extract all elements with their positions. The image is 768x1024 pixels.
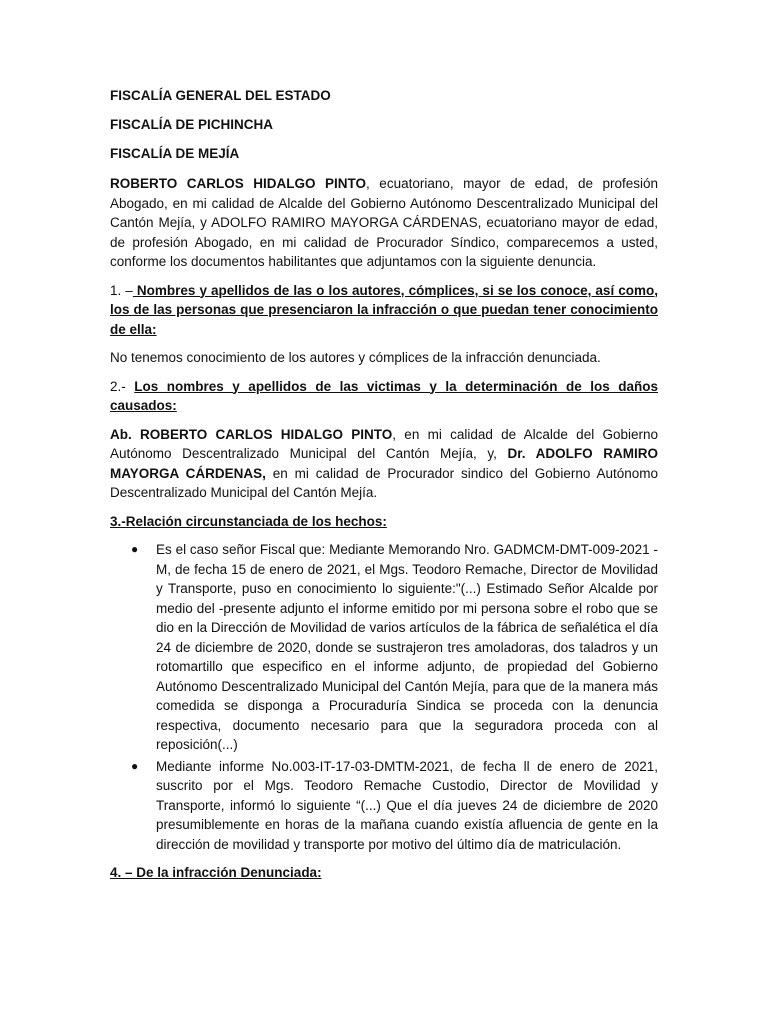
section1-body: No tenemos conocimiento de los autores y cómplices de la infracción denunciada. — [110, 350, 601, 365]
intro-name: ROBERTO CARLOS HIDALGO PINTO — [110, 176, 367, 191]
intro-text: , ecuatoriano, mayor de edad, de profesión Abogado, en mi calidad de Alcalde del Gobierno Autónomo Descentralizado Municipal del Cantón Mejía, y ADOLFO RAMIRO MAYORGA CÁRDENAS, ecuatoriano mayor de edad, de profesión Abogado, en mi calidad de Procurador Síndico, comparecemos a usted, conforme los documentos habilitantes que adjuntamos con la siguiente denuncia. — [110, 176, 659, 269]
section1-title: Nombres y apellidos de las o los autores, cómplices, si se los conoce, así como, los de las personas que presenciaron la infracción o que puedan tener conocimiento de ella: — [110, 282, 658, 337]
fact-text: Mediante informe No.003-IT-17-03-DMTM-2021, de fecha ll de enero de 2021, suscrito por el Mgs. Teodoro Remache Custodio, Director de Movilidad y Transporte, informó lo siguiente “(...) Que el día jueves 24 de diciembre de 2020 presumiblemente en horas de la mañana cuando existía afluencia de gente en la dirección de movilidad y transporte por motivo del último día de matriculación. — [156, 758, 658, 852]
bullet-icon: ● — [131, 758, 139, 773]
victim-text-1: , en mi calidad de Alcalde del Gobierno Autónomo Descentralizado Municipal del Cantón Mejía, y, — [110, 426, 658, 461]
section4-title: 4. – De la infracción Denunciada: — [110, 865, 322, 880]
victim-name-2: Dr. ADOLFO RAMIRO MAYORGA CÁRDENAS, — [110, 446, 658, 481]
list-item — [131, 757, 658, 855]
victim-name-1: Ab. ROBERTO CARLOS HIDALGO PINTO — [110, 426, 393, 442]
section1-prefix: 1. – — [110, 282, 133, 298]
intro-paragraph — [110, 174, 658, 272]
section2-prefix: 2.- — [110, 378, 135, 394]
victim-text-2: en mi calidad de Procurador sindico del Gobierno Autónomo Descentralizado Municipal del Cantón Mejía. — [110, 465, 659, 500]
section3-title: 3.-Relación circunstanciada de los hechos: — [110, 513, 387, 529]
section2-paragraph — [110, 425, 658, 503]
section2-heading — [110, 377, 658, 416]
list-item — [131, 540, 658, 755]
section2-title: Los nombres y apellidos de las victimas y la determinación de los daños causados: — [110, 378, 658, 413]
facts-list — [110, 540, 658, 854]
header-fiscalia-mejia: FISCALÍA DE MEJÍA — [110, 146, 240, 161]
section1-heading — [110, 281, 658, 340]
fact-text: Es el caso señor Fiscal que: Mediante Memorando Nro. GADMCM-DMT-009-2021 -M, de fecha 15 de enero de 2021, el Mgs. Teodoro Remache, Director de Movilidad y Transporte, puso en conocimiento lo siguiente:"(...) Estimado Señor Alcalde por medio del -presente adjunto el informe emitido por mi persona sobre el robo que se dio en la Dirección de Movilidad de varios artículos de la fábrica de señalética el día 24 de diciembre de 2020, donde se sustrajeron tres amoladoras, dos taladros y un rotomartillo que especifico en el informe adjunto, de propiedad del Gobierno Autónomo Descentralizado Municipal del Cantón Mejía, para que de la manera más comedida se disponga a Procuraduría Sindica se proceda con la denuncia respectiva, documento necesario para que la seguradora proceda con al reposición(...) — [156, 542, 658, 752]
bullet-icon: ● — [131, 542, 139, 556]
header-fiscalia-general: FISCALÍA GENERAL DEL ESTADO — [110, 88, 331, 103]
header-fiscalia-pichincha: FISCALÍA DE PICHINCHA — [110, 117, 274, 132]
